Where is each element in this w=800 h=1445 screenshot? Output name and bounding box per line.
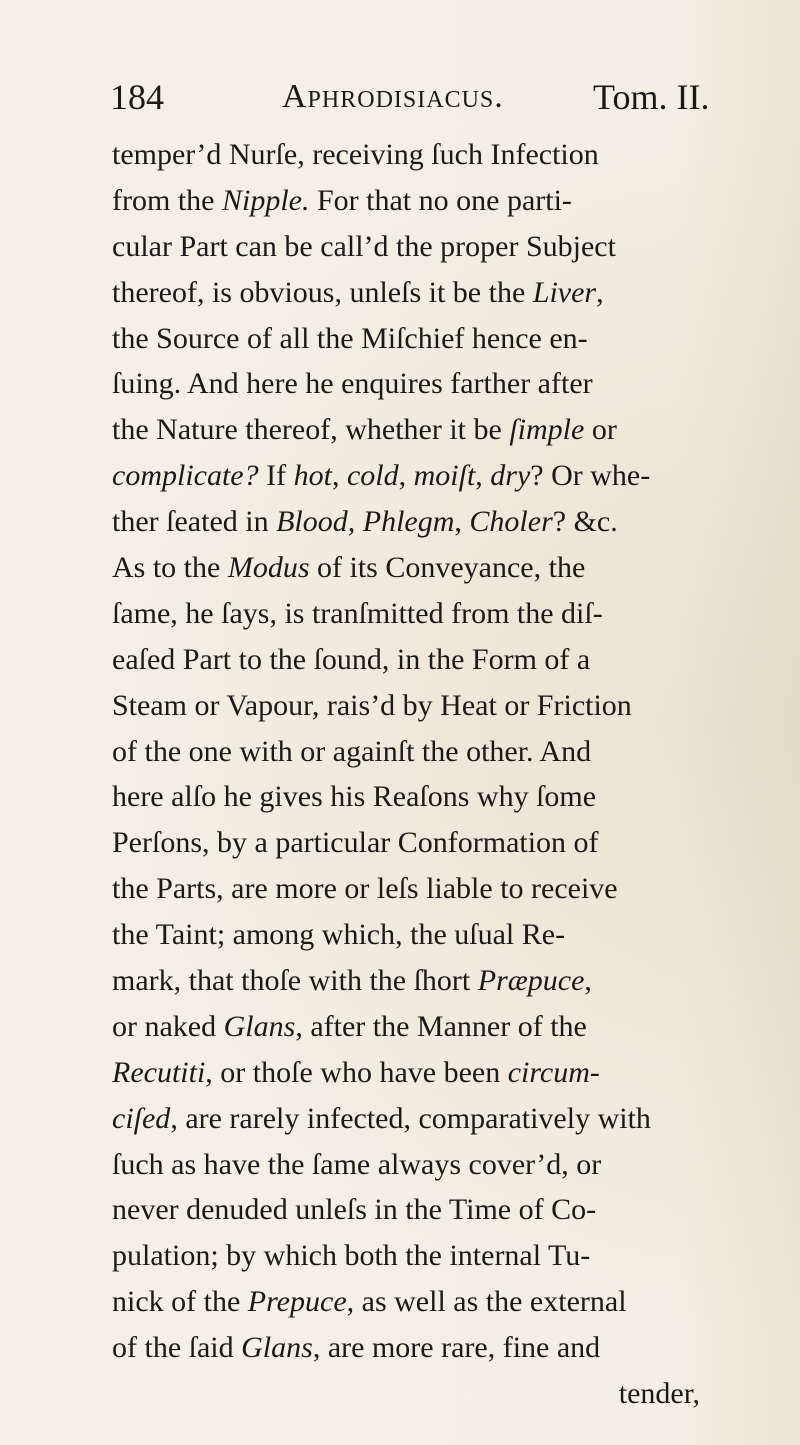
- italic-text: Prepuce: [247, 1285, 347, 1319]
- text-segment: ? Or whe-: [530, 459, 651, 493]
- text-line: [112, 1142, 792, 1188]
- text-segment: ſame, he ſays, is tranſmitted from the diſ-: [112, 596, 603, 630]
- text-segment: , or thoſe who have been: [205, 1055, 508, 1089]
- text-line: [112, 958, 792, 1004]
- text-line: [112, 270, 792, 316]
- text-line: [112, 1187, 792, 1233]
- text-segment: cular Part can be call’d the proper Subject: [112, 229, 616, 263]
- text-line: [112, 1325, 792, 1371]
- italic-text: Choler: [469, 505, 553, 539]
- page-number: 184: [110, 77, 164, 117]
- text-line: [112, 545, 792, 591]
- text-segment: If: [258, 459, 294, 493]
- italic-text: Modus: [227, 551, 310, 585]
- italic-text: Glans: [241, 1331, 313, 1365]
- text-line: [112, 1004, 792, 1050]
- text-line: [112, 591, 792, 637]
- text-line: [112, 683, 792, 729]
- text-segment: , after the Manner of the: [295, 1009, 587, 1043]
- text-segment: ,: [475, 459, 491, 493]
- italic-text: Liver: [532, 275, 597, 309]
- text-line: [112, 912, 792, 958]
- text-segment: ſuing. And here he enquires farther after: [112, 367, 593, 401]
- text-segment: ,: [347, 505, 363, 539]
- volume-label: Tom. II.: [593, 77, 710, 117]
- running-title: Aphrodisiacus.: [282, 78, 504, 115]
- text-segment: ,: [398, 459, 414, 493]
- text-line: [112, 407, 792, 453]
- italic-text: circum-: [507, 1055, 600, 1089]
- text-segment: tender,: [618, 1377, 700, 1411]
- text-segment: As to the: [112, 551, 228, 585]
- text-segment: the Taint; among which, the uſual Re-: [112, 918, 566, 952]
- text-line: [112, 499, 792, 545]
- text-segment: temper’d Nurſe, receiving ſuch Infection: [112, 138, 599, 171]
- text-line: [112, 316, 792, 362]
- text-segment: the Parts, are more or leſs liable to receive: [112, 872, 618, 906]
- text-segment: or: [584, 413, 617, 447]
- text-segment: thereof, is obvious, unleſs it be the: [112, 275, 533, 309]
- text-segment: Steam or Vapour, rais’d by Heat or Friction: [112, 688, 632, 722]
- text-line: [112, 866, 792, 912]
- italic-text: moiſt: [413, 459, 476, 493]
- text-line: [112, 774, 792, 820]
- text-segment: pulation; by which both the internal Tu-: [112, 1239, 591, 1273]
- text-segment: ,: [584, 964, 592, 998]
- text-segment: mark, that thoſe with the ſhort: [112, 964, 478, 998]
- text-segment: ſuch as have the ſame always cover’d, or: [112, 1147, 602, 1181]
- text-segment: the Nature thereof, whether it be: [112, 413, 510, 447]
- italic-text: dry: [490, 459, 531, 493]
- text-segment: , are more rare, fine and: [312, 1331, 601, 1365]
- italic-text: Nipple.: [221, 183, 310, 217]
- text-segment: here alſo he gives his Reaſons why ſome: [112, 780, 597, 814]
- text-segment: eaſed Part to the ſound, in the Form of a: [112, 642, 591, 676]
- text-line: [112, 178, 792, 224]
- running-header: [110, 72, 790, 122]
- text-segment: of its Conveyance, the: [309, 551, 586, 585]
- text-segment: ,: [454, 505, 470, 539]
- italic-text: hot: [293, 459, 332, 493]
- text-line: [112, 224, 792, 270]
- italic-text: ciſed: [112, 1101, 171, 1135]
- text-segment: ,: [596, 275, 604, 309]
- text-segment: never denuded unleſs in the Time of Co-: [112, 1193, 597, 1227]
- text-segment: For that no one parti-: [309, 183, 572, 217]
- italic-text: Præpuce: [477, 964, 585, 998]
- text-segment: ,: [331, 459, 347, 493]
- text-segment: , are rarely infected, comparatively with: [170, 1101, 651, 1135]
- italic-text: ſimple: [509, 413, 585, 447]
- text-segment: ther ſeated in: [112, 505, 277, 539]
- text-segment: Perſons, by a particular Conformation of: [112, 826, 599, 860]
- text-segment: the Source of all the Miſchief hence en-: [112, 321, 588, 355]
- text-line: [112, 820, 792, 866]
- italic-text: complicate?: [112, 459, 259, 493]
- text-segment: of the one with or againſt the other. And: [112, 734, 592, 768]
- text-line: [112, 1233, 792, 1279]
- text-line: [112, 453, 792, 499]
- text-segment: of the ſaid: [112, 1331, 242, 1365]
- text-line: [112, 361, 792, 407]
- italic-text: cold: [346, 459, 399, 493]
- text-line: [112, 1371, 792, 1417]
- text-line: [112, 729, 792, 775]
- text-segment: , as well as the external: [346, 1285, 627, 1319]
- text-line: [112, 132, 792, 178]
- text-segment: nick of the: [112, 1285, 248, 1319]
- text-segment: ? &c.: [552, 505, 618, 539]
- text-line: [112, 1050, 792, 1096]
- italic-text: Blood: [276, 505, 348, 539]
- italic-text: Recutiti: [112, 1055, 206, 1089]
- text-line: [112, 1279, 792, 1325]
- text-segment: from the: [112, 183, 222, 217]
- text-line: [112, 637, 792, 683]
- text-line: [112, 1096, 792, 1142]
- text-segment: or naked: [112, 1009, 224, 1043]
- italic-text: Phlegm: [362, 505, 455, 539]
- body-text: [112, 132, 792, 1417]
- italic-text: Glans: [223, 1009, 296, 1043]
